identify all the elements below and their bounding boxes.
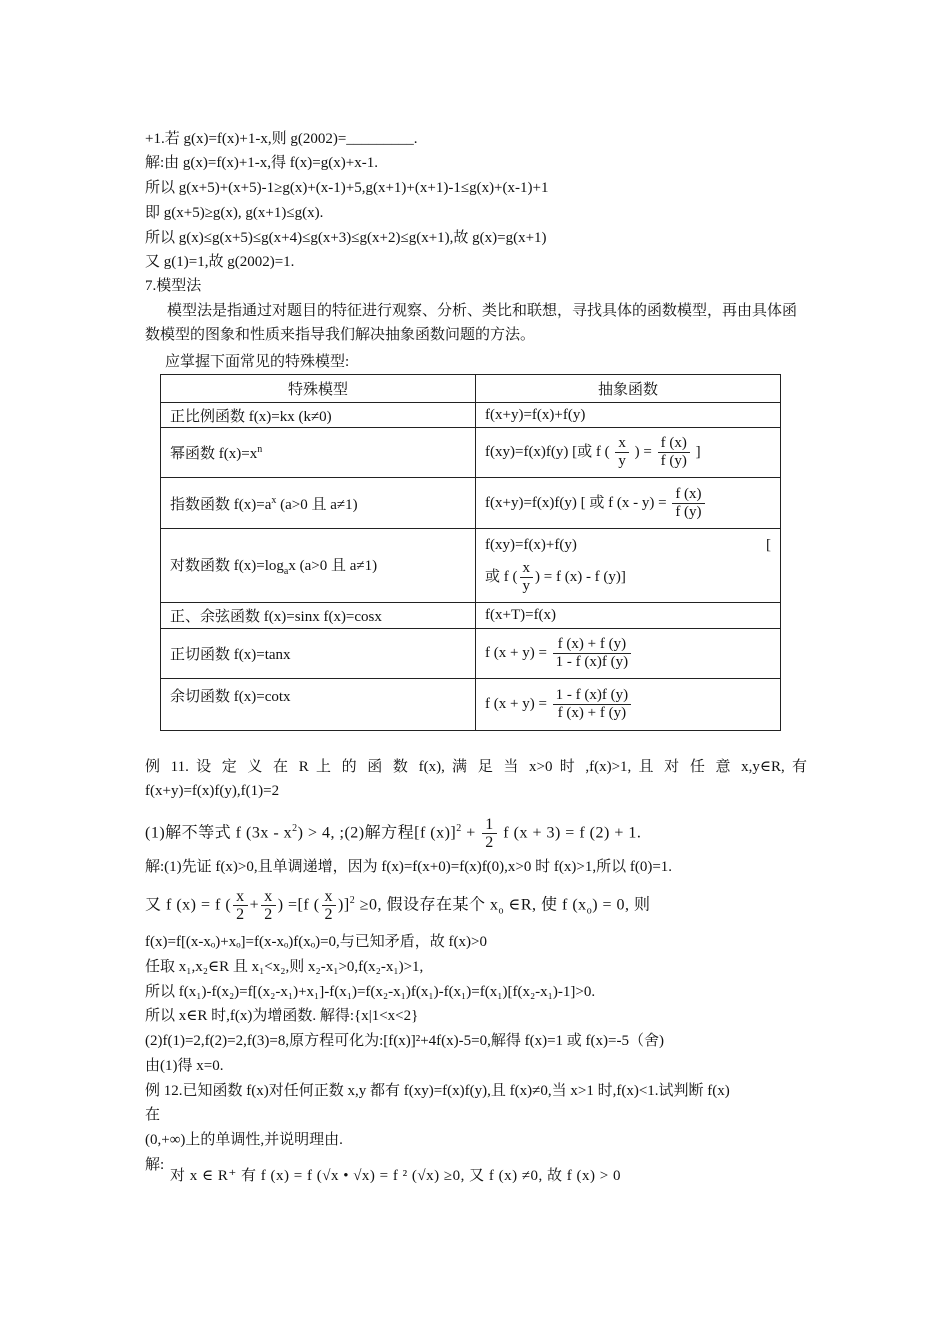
example-12-line-3: (0,+∞)上的单调性,并说明理由. — [145, 1132, 343, 1148]
text-line-2: 解:由 g(x)=f(x)+1-x,得 f(x)=g(x)+x-1. — [145, 155, 378, 171]
text-line-4: 即 g(x+5)≥g(x), g(x+1)≤g(x). — [145, 205, 324, 221]
example-11-solution-4: 所以 f(x₁)-f(x₂)=f[(x₂-x₁)+x₁]-f(x₁)=f(x₂-x₁)f(x₁)-f(x₁)=f(x₁)[f(x₂-x₁)-1]>0. — [145, 984, 596, 1000]
table-row — [161, 403, 781, 428]
model-cell: 正切函数 f(x)=tanx — [161, 629, 476, 679]
model-cell: 正、余弦函数 f(x)=sinx f(x)=cosx — [161, 603, 476, 629]
models-table — [160, 374, 781, 731]
text-line-intro: 应掌握下面常见的特殊模型: — [165, 354, 350, 370]
example-11-solution-7: 由(1)得 x=0. — [145, 1058, 224, 1074]
text-line-1: +1.若 g(x)=f(x)+1-x,则 g(2002)=_________. — [145, 131, 418, 147]
example-12-equation: 对 x ∈ R⁺ 有 f (x) = f (√x • √x) = f ² (√x) ≥0, 又 f (x) ≠0, 故 f (x) > 0 — [170, 1168, 621, 1184]
example-11-line-1: 例 11. 设 定 义 在 R 上 的 函 数 f(x), 满 足 当 x>0 时 ,f(x)>1, 且 对 任 意 x,y∈R, 有 — [145, 759, 807, 775]
table-row — [161, 478, 781, 529]
model-cell: 幂函数 $f(x)=x^n$ — [161, 428, 476, 478]
table-row — [161, 529, 781, 603]
text-line-6: 又 g(1)=1,故 g(2002)=1. — [145, 254, 295, 270]
example-11-solution-3: 任取 x₁,x₂∈R 且 x₁<x₂,则 x₂-x₁>0,f(x₂-x₁)>1, — [145, 959, 424, 975]
model-cell: 对数函数 $f(x)=\log_ax$ (a>0 且 a≠1) — [161, 529, 476, 603]
abstract-cell: f(xy)=f(x)f(y) [或 f ( $\frac{x}{y}$ ) = $\frac{f (x)}{f (y)}$ ] — [476, 428, 781, 478]
table-header: 特殊模型 — [161, 375, 476, 403]
example-11-solution-1: 解:(1)先证 f(x)>0,且单调递增，因为 f(x)=f(x+0)=f(x)f(0),x>0 时 f(x)>1,所以 f(0)=1. — [145, 859, 673, 875]
model-cell: 余切函数 f(x)=cotx — [161, 679, 476, 731]
table-row — [161, 428, 781, 478]
paragraph-model-method: 模型法是指通过对题目的特征进行观察、分析、类比和联想，寻找具体的函数模型，再由具体函数模型的图象和性质来指导我们解决抽象函数问题的方法。 — [145, 303, 798, 343]
table-row — [161, 679, 781, 731]
example-11-solution-2: f(x)=f[(x-xₒ)+xₒ]=f(x-xₒ)f(xₒ)=0,与已知矛盾，故 f(x)>0 — [145, 934, 487, 950]
abstract-cell: f(x+T)=f(x) — [476, 603, 781, 629]
table-row — [161, 629, 781, 679]
text-line-5: 所以 g(x)≤g(x+5)≤g(x+4)≤g(x+3)≤g(x+2)≤g(x+1),故 g(x)=g(x+1) — [145, 230, 547, 246]
table-row — [161, 603, 781, 629]
example-12-solution-label: 解: — [145, 1157, 165, 1173]
example-11-solution-6: (2)f(1)=2,f(2)=2,f(3)=8,原方程可化为:[f(x)]²+4f(x)-5=0,解得 f(x)=1 或 f(x)=-5（舍) — [145, 1033, 664, 1049]
model-cell: 正比例函数 f(x)=kx (k≠0) — [161, 403, 476, 428]
abstract-cell: f(x+y)=f(x)f(y) [ 或 f (x - y) = $\frac{f (x)}{f (y)}$ — [476, 478, 781, 529]
abstract-cell: f (x + y) = $\frac{f (x) + f (y)}{1 - f (x)f (y)}$ — [476, 629, 781, 679]
abstract-cell: f(x+y)=f(x)+f(y) — [476, 403, 781, 428]
text-line-3: 所以 g(x+5)+(x+5)-1≥g(x)+(x-1)+5,g(x+1)+(x+1)-1≤g(x)+(x-1)+1 — [145, 180, 549, 196]
section-heading: 7.模型法 — [145, 278, 202, 294]
abstract-cell: f(xy)=f(x)+f(y) [ 或 f ( $\frac{x}{y}$ ) = f (x) - f (y)] — [476, 529, 781, 603]
example-12-line-2: 在 — [145, 1107, 161, 1123]
model-cell: 指数函数 $f(x)=a^x$ (a>0 且 a≠1) — [161, 478, 476, 529]
example-11-solution-5: 所以 x∈R 时,f(x)为增函数. 解得:{x|1<x<2} — [145, 1008, 419, 1024]
example-11-line-2: f(x+y)=f(x)f(y),f(1)=2 — [145, 783, 280, 799]
example-12-line-1: 例 12.已知函数 f(x)对任何正数 x,y 都有 f(xy)=f(x)f(y),且 f(x)≠0,当 x>1 时,f(x)<1.试判断 f(x) — [145, 1083, 730, 1099]
example-11-equation-2: 又 f (x) = f ( $\frac{x}{2}$ + $\frac{x}{2}$ ) =[f ( $\frac{x}{2}$ )]$^2$ ≥0, 假设存在某个 $x_o$ ∈R, 使 f $(x_o) = 0$, 则 — [145, 888, 651, 924]
example-11-equation: (1)解不等式 f $(3x - x^2) > 4$, ;(2)解方程[f (x)]$^2$ + $\frac{1}{2}$ f (x + 3) = f (2) + 1. — [145, 816, 642, 852]
abstract-cell: f (x + y) = $\frac{1 - f (x)f (y)}{f (x) + f (y)}$ — [476, 679, 781, 731]
table-header: 抽象函数 — [476, 375, 781, 403]
